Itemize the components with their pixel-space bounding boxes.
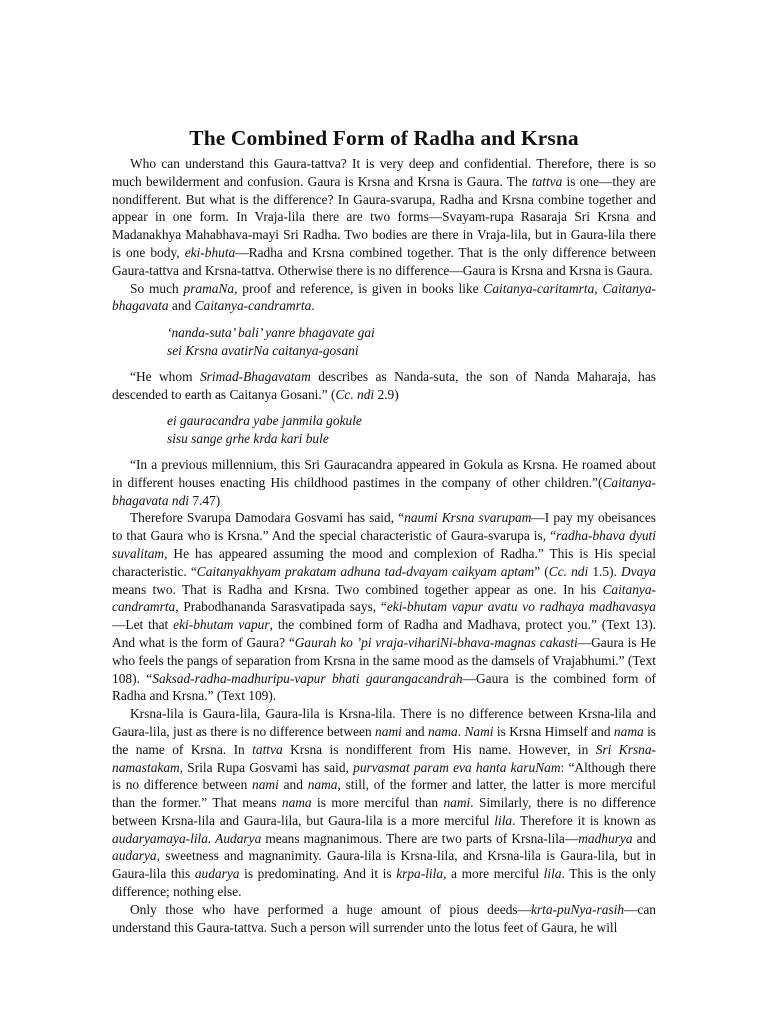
text-run: Krsna is nondifferent from His name. However, in xyxy=(282,741,596,757)
text-run: 1.5). xyxy=(588,563,622,579)
paragraph xyxy=(112,280,656,316)
italic-text: audarya, xyxy=(112,848,160,864)
italic-text: Caitanya-bhagavata ndi xyxy=(112,474,656,508)
italic-text: purvasmat param eva hanta karuNam xyxy=(353,759,561,775)
paragraph xyxy=(112,509,656,705)
verse-quote xyxy=(167,324,656,360)
text-run: “He whom xyxy=(130,368,200,384)
italic-text: krta-puNya-rasih xyxy=(531,901,625,917)
italic-text: Sri Krsna-namastakam, xyxy=(112,741,656,775)
text-run: is the name of Krsna. In xyxy=(112,723,657,757)
text-run: describes as Nanda-suta, the son of Nanda Maharaja, has descended to earth as Caitanya Gosani.” ( xyxy=(112,368,657,402)
italic-text: lila xyxy=(543,866,562,882)
italic-text: Caitanya-candramrta xyxy=(194,298,312,314)
text-run: . This is the only difference; nothing else. xyxy=(112,866,656,900)
italic-text: eki-bhutam vapur avatu vo radhaya madhavasya xyxy=(386,599,656,615)
italic-text: nama xyxy=(281,795,312,811)
italic-text: eki-bhuta xyxy=(184,244,236,260)
italic-text: Caitanya-caritamrta xyxy=(483,280,595,296)
text-run: is Krsna Himself and xyxy=(493,723,614,739)
text-run: Srila Rupa Gosvami has said, xyxy=(183,759,354,775)
text-run: —Gaura is He who feels the pangs of separation from Krsna in the same mood as the damsels of Vrajabhumi.” (Text 108). “ xyxy=(112,634,656,686)
italic-text: Caitanya-candramrta xyxy=(112,581,656,615)
italic-text: Saksad-radha-madhuripu-vapur bhati gaurangacandrah xyxy=(152,670,463,686)
verse-quote xyxy=(167,412,656,448)
text-run: —Radha and Krsna combined together. That is the only difference between Gaura-tattva and Krsna-tattva. Otherwise there is no difference—Gaura is Krsna and Krsna is Gaura. xyxy=(112,244,656,278)
paragraph xyxy=(112,368,656,404)
text-run: , proof and reference, is given in books like xyxy=(234,280,484,296)
paragraph xyxy=(112,456,656,509)
text-run: . xyxy=(311,298,315,314)
text-run: —I pay my obeisances to that Gaura who is Krsna.” And the special characteristic of Gaura-svarupa is, “ xyxy=(112,510,657,544)
italic-text: eki-bhutam vapur xyxy=(173,617,270,633)
italic-text: Caitanyakhyam prakatam adhuna tad-dvayam caikyam aptam xyxy=(196,563,535,579)
text-run: Therefore Svarupa Damodara Gosvami has said, “ xyxy=(130,510,405,526)
italic-text: nama xyxy=(307,777,338,793)
italic-text: madhurya xyxy=(578,830,633,846)
text-run: ” ( xyxy=(534,563,549,579)
text-run: . xyxy=(457,723,465,739)
italic-text: Srimad-Bhagavatam xyxy=(199,368,311,384)
italic-text: nama xyxy=(427,723,458,739)
text-run: means two. That is Radha and Krsna. Two combined together appear as one. In his xyxy=(112,581,603,597)
paragraph xyxy=(112,155,656,280)
italic-text: Caitanya-bhagavata xyxy=(112,280,656,314)
italic-text: tattva xyxy=(531,173,563,189)
italic-text: Cc. ndi xyxy=(548,563,589,579)
text-run: —can understand this Gaura-tattva. Such a person will surrender unto the lotus feet of Gaura, he will xyxy=(112,901,656,935)
italic-text: pramaNa xyxy=(183,280,235,296)
verse-line: ei gauracandra yabe janmila gokule xyxy=(167,413,362,429)
text-run: , He has appeared assuming the mood and complexion of Radha.” This is His special characteristic. “ xyxy=(112,545,656,579)
text-run: , xyxy=(594,280,603,296)
document-body xyxy=(112,155,656,936)
text-run: Only those who have performed a huge amount of pious deeds— xyxy=(130,901,532,917)
text-run: So much xyxy=(130,280,184,296)
text-run: 7.47) xyxy=(189,492,221,508)
italic-text: nami xyxy=(443,795,471,811)
italic-text: Cc. ndi xyxy=(335,386,375,402)
text-run: , Prabodhananda Sarasvatipada says, “ xyxy=(175,599,387,615)
text-run: and xyxy=(401,723,428,739)
text-run: a more merciful xyxy=(446,866,544,882)
italic-text: tattva xyxy=(252,741,283,757)
italic-text: lila xyxy=(494,812,513,828)
paragraph xyxy=(112,705,656,901)
italic-text: audarya xyxy=(194,866,240,882)
text-run: is predominating. And it is xyxy=(239,866,397,882)
page-title: The Combined Form of Radha and Krsna xyxy=(189,126,579,150)
text-run: , the combined form of Radha and Madhava, protect you.” (Text 13). And what is the form of Gaura? “ xyxy=(112,617,656,650)
text-run: is one—they are nondifferent. But what is the difference? In Gaura-svarupa, Radha and Krsna combine together and appear in one form. In Vraja-lila there are two forms—Svayam-rupa Rasaraja Sri Krsna and Madanakhya Mahabhava-mayi Sri Radha. Two bodies are there in Vraja-lila, but in Gaura-lila there is one body, xyxy=(112,173,656,260)
verse-line: ‘nanda-suta’ bali’ yanre bhagavate gai xyxy=(167,325,375,341)
text-run: : “Although there is no difference between xyxy=(112,759,656,793)
italic-text: naumi Krsna svarupam xyxy=(404,510,532,526)
text-run: Krsna-lila is Gaura-lila, Gaura-lila is Krsna-lila. There is no difference between Krsna-lila and Gaura-lila, just as there is no difference between xyxy=(112,706,656,739)
verse-line: sei Krsna avatirNa caitanya-gosani xyxy=(167,342,359,358)
text-run: —Gaura is the combined form of Radha and Krsna.” (Text 109). xyxy=(112,670,656,704)
text-run: and xyxy=(632,830,656,846)
text-run: . Therefore it is known as xyxy=(512,812,656,828)
italic-text: audaryamaya-lila. Audarya xyxy=(112,830,262,846)
text-run: means magnanimous. There are two parts of Krsna-lila— xyxy=(261,830,579,846)
paragraph xyxy=(112,901,656,937)
text-run: 2.9) xyxy=(374,386,399,402)
italic-text: Dvaya xyxy=(621,563,656,579)
italic-text: Nami xyxy=(464,723,494,739)
text-run: —Let that xyxy=(112,617,174,633)
italic-text: nami xyxy=(252,777,279,793)
text-run: “In a previous millennium, this Sri Gauracandra appeared in Gokula as Krsna. He roamed about in different houses enacting His childhood pastimes in the company of other children.”( xyxy=(112,456,656,490)
italic-text: krpa-lila, xyxy=(396,866,447,882)
italic-text: nama xyxy=(613,723,644,739)
verse-line: sisu sange grhe krda kari bule xyxy=(167,431,329,447)
text-run: and xyxy=(168,298,195,314)
text-run: , still, of the former and latter, the latter is more merciful than the former.” That means xyxy=(112,777,656,811)
italic-text: radha-bhava dyuti suvalitam xyxy=(112,528,656,561)
document-page xyxy=(112,0,656,936)
italic-text: Gaurah ko ’pi vraja-vihariNi-bhava-magnas cakasti xyxy=(294,634,578,650)
text-run: Who can understand this Gaura-tattva? It is very deep and confidential. Therefore, there is so much bewilderment and confusion. Gaura is Krsna and Krsna is Gaura. The xyxy=(112,156,656,189)
text-run: is more merciful than xyxy=(311,795,444,811)
text-run: . Similarly, there is no difference between Krsna-lila and Gaura-lila, but Gaura-lila is a more merciful xyxy=(112,795,656,828)
text-run: sweetness and magnanimity. Gaura-lila is Krsna-lila, and Krsna-lila is Gaura-lila, but in Gaura-lila this xyxy=(112,848,656,882)
text-run: and xyxy=(278,777,308,793)
italic-text: nami xyxy=(375,723,402,739)
